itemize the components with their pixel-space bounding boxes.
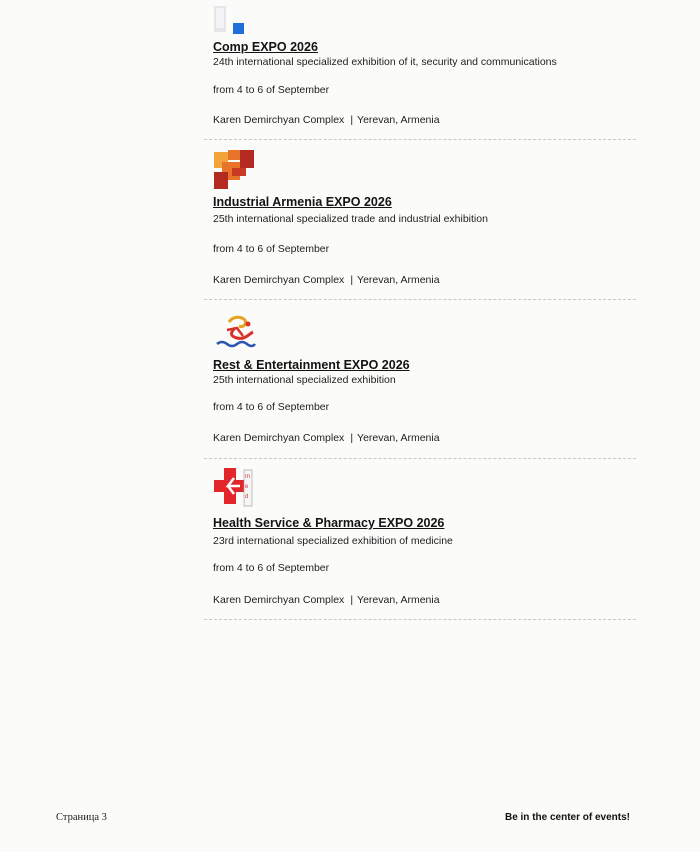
svg-text:m: m [245, 474, 250, 480]
venue-location: Yerevan, Armenia [357, 432, 440, 444]
event-description: 23rd international specialized exhibition of medicine [213, 535, 453, 547]
venue-separator: | [350, 432, 354, 444]
event-venue-line [213, 594, 440, 606]
comp-expo-logo-icon [213, 6, 247, 38]
event-date: from 4 to 6 of September [213, 401, 330, 413]
event-venue-line [213, 114, 440, 126]
venue-separator: | [350, 114, 354, 126]
venue-separator: | [350, 274, 354, 286]
event-title[interactable]: Health Service & Pharmacy EXPO 2026 [213, 516, 445, 530]
venue-name: Karen Demirchyan Complex [213, 114, 345, 126]
event-date: from 4 to 6 of September [213, 562, 330, 574]
venue-name: Karen Demirchyan Complex [213, 594, 345, 606]
venue-separator: | [350, 594, 354, 606]
event-venue-line [213, 274, 440, 286]
event-title[interactable]: Comp EXPO 2026 [213, 40, 318, 54]
event-date: from 4 to 6 of September [213, 84, 330, 96]
event-description: 24th international specialized exhibition of it, security and communications [213, 56, 557, 68]
event-rest-entertainment-expo [213, 314, 643, 454]
event-title[interactable]: Rest & Entertainment EXPO 2026 [213, 358, 410, 372]
venue-name: Karen Demirchyan Complex [213, 274, 345, 286]
page-number-label: Страница 3 [56, 812, 107, 823]
svg-text:d: d [245, 494, 249, 500]
section-divider [204, 139, 636, 140]
venue-location: Yerevan, Armenia [357, 114, 440, 126]
event-title[interactable]: Industrial Armenia EXPO 2026 [213, 195, 392, 209]
section-divider [204, 458, 636, 459]
venue-location: Yerevan, Armenia [357, 274, 440, 286]
section-divider [204, 619, 636, 620]
footer-slogan: Be in the center of events! [504, 812, 630, 823]
event-description: 25th international specialized trade and industrial exhibition [213, 213, 488, 225]
svg-text:e: e [245, 484, 249, 490]
event-description: 25th international specialized exhibition [213, 374, 396, 386]
industrial-armenia-logo-icon [214, 150, 258, 192]
event-date: from 4 to 6 of September [213, 243, 330, 255]
health-pharmacy-logo-icon [214, 466, 258, 512]
venue-name: Karen Demirchyan Complex [213, 432, 345, 444]
event-health-pharmacy-expo [213, 466, 643, 606]
event-industrial-armenia-expo [213, 150, 643, 290]
section-divider [204, 299, 636, 300]
event-comp-expo [213, 6, 643, 136]
rest-entertainment-logo-icon [215, 314, 259, 350]
venue-location: Yerevan, Armenia [357, 594, 440, 606]
event-venue-line [213, 432, 440, 444]
